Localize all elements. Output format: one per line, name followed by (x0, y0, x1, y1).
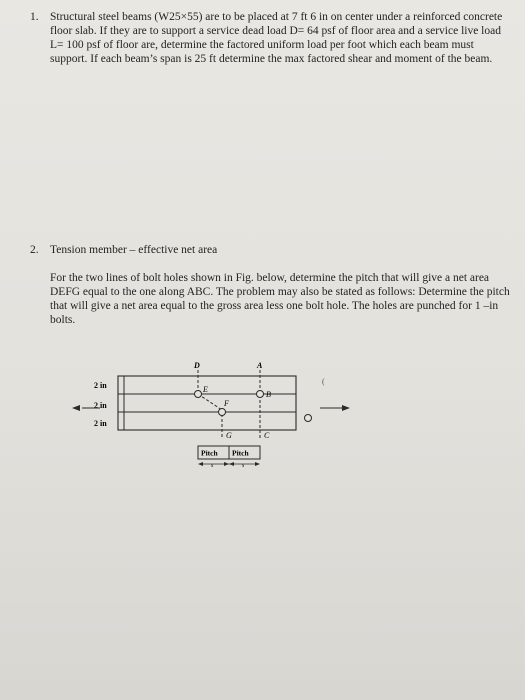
pitch-arrowhead (229, 462, 234, 466)
pitch-arrowhead (255, 462, 260, 466)
label-c: C (264, 431, 270, 440)
question-1-number: 1. (30, 11, 39, 23)
bolt-hole-figure (70, 362, 360, 482)
label-f: F (224, 399, 229, 408)
label-g: G (226, 431, 232, 440)
question-2 (30, 243, 510, 327)
label-a: A (257, 361, 263, 370)
question-1 (30, 10, 510, 66)
bolt-hole-b (257, 391, 264, 398)
label-e: E (203, 385, 208, 394)
force-arrowhead-right (342, 405, 350, 411)
pitch-label-left: Pitch (201, 448, 218, 458)
dimension-label-middle: 2 in (94, 401, 107, 410)
label-d: D (194, 361, 200, 370)
pitch-arrowhead (198, 462, 203, 466)
pitch-arrowhead (224, 462, 229, 466)
force-arrowhead-left (72, 405, 80, 411)
bolt-hole-diagram (70, 362, 360, 482)
bolt-hole-f (219, 409, 226, 416)
dimension-label-bottom: 2 in (94, 419, 107, 428)
stray-mark: ( (322, 377, 325, 386)
bolt-hole-e (195, 391, 202, 398)
section-line-ef (198, 394, 222, 410)
pitch-label-right: Pitch (232, 448, 249, 458)
bolt-hole-outside (305, 415, 312, 422)
question-2-title: Tension member – effective net area (50, 244, 218, 256)
dimension-label-top: 2 in (94, 381, 107, 390)
pitch-sub-label-left: s (211, 463, 214, 469)
pitch-sub-label-right: s (242, 463, 245, 469)
question-2-number: 2. (30, 244, 39, 256)
question-1-text: Structural steel beams (W25×55) are to be placed at 7 ft 6 in on center under a reinforced concrete floor slab. If they are to support a service dead load D= 64 psf of floor area and a service live load L= 100 psf of floor are, determine the factored uniform load per foot which each beam must support. If each beam’s span is 25 ft determine the max factored shear and moment of the beam. (50, 11, 503, 65)
label-b: B (266, 390, 271, 399)
question-2-text: For the two lines of bolt holes shown in Fig. below, determine the pitch that will give a net area DEFG equal to the one along ABC. The problem may also be stated as follows: Determine the pitch that will give a net area equal to the gross area less one bolt hole. The holes are punched for 1 –in bolts. (50, 272, 510, 326)
